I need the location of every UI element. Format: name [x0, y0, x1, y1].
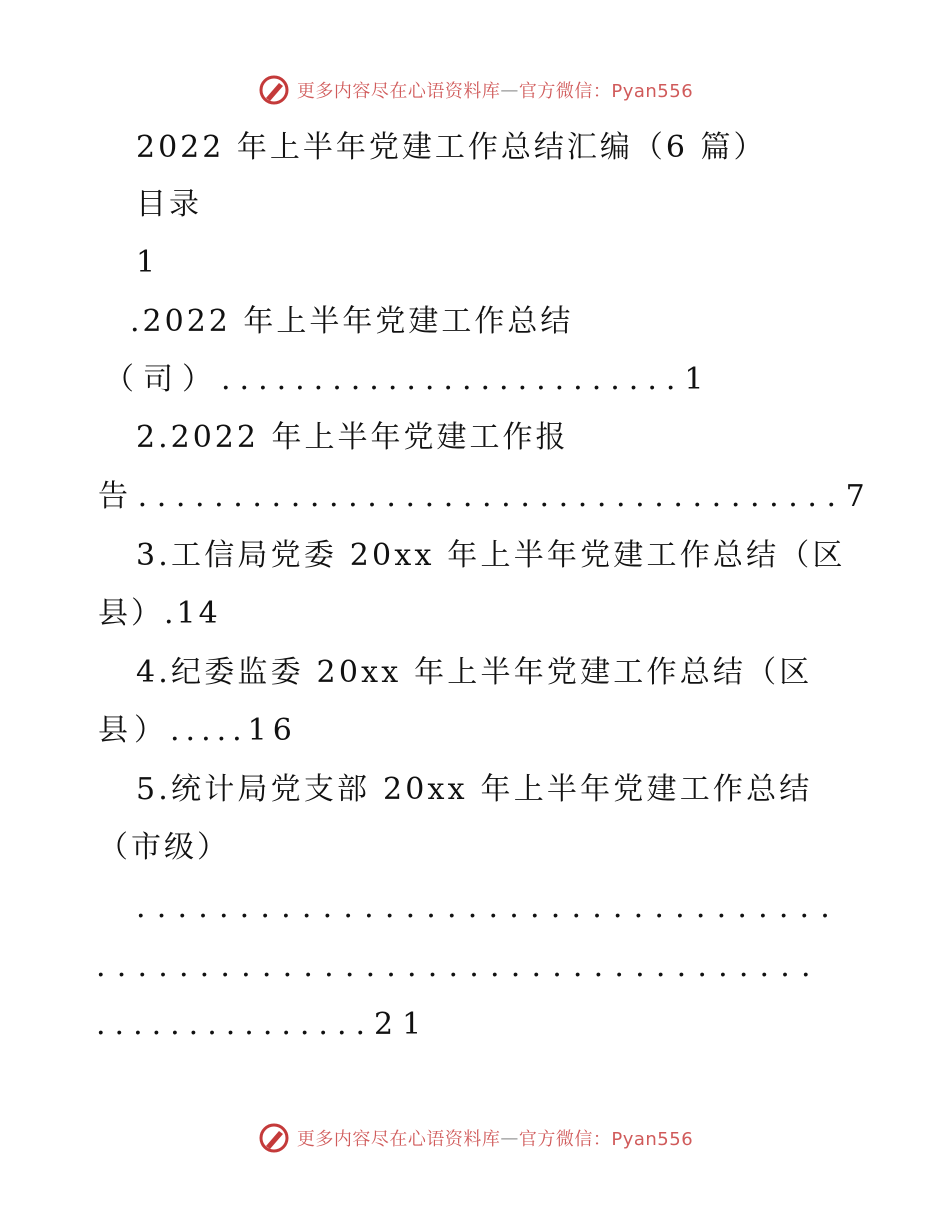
toc-line: ...............21	[96, 1007, 431, 1042]
toc-line: 3.工信局党委 20xx 年上半年党建工作总结（区	[136, 538, 846, 573]
watermark-separator: —	[500, 79, 519, 101]
toc-line: ..................................	[136, 890, 842, 925]
watermark-separator: —	[500, 1127, 519, 1149]
watermark-wechat-text: 官方微信：Pyan556	[518, 81, 694, 102]
toc-line: （市级）	[98, 830, 230, 865]
toc-line: 告.....................................7	[98, 479, 875, 514]
toc-line: 2.2022 年上半年党建工作报	[136, 420, 569, 455]
pen-logo-icon	[257, 1121, 291, 1155]
watermark-banner-top	[0, 70, 950, 110]
toc-heading: 目录	[136, 187, 202, 222]
watermark-wechat-text: 官方微信：Pyan556	[518, 1129, 694, 1150]
pen-logo-icon	[257, 73, 291, 107]
document-title: 2022 年上半年党建工作总结汇编（6 篇）	[136, 130, 767, 165]
toc-line: 县）.....16	[98, 713, 298, 748]
toc-line: 县）.14	[98, 596, 221, 631]
watermark-main-text: 更多内容尽在心语资料库	[296, 1129, 501, 1150]
watermark-main-text: 更多内容尽在心语资料库	[296, 81, 501, 102]
toc-line: 5.统计局党支部 20xx 年上半年党建工作总结	[136, 772, 813, 807]
toc-line: 4.纪委监委 20xx 年上半年党建工作总结（区	[136, 655, 813, 690]
toc-line: .2022 年上半年党建工作总结	[130, 304, 574, 339]
toc-line: 1	[136, 245, 159, 280]
watermark-banner-bottom	[0, 1118, 950, 1158]
toc-line: ...................................	[96, 949, 822, 984]
toc-line: （司）.........................1	[104, 362, 713, 397]
